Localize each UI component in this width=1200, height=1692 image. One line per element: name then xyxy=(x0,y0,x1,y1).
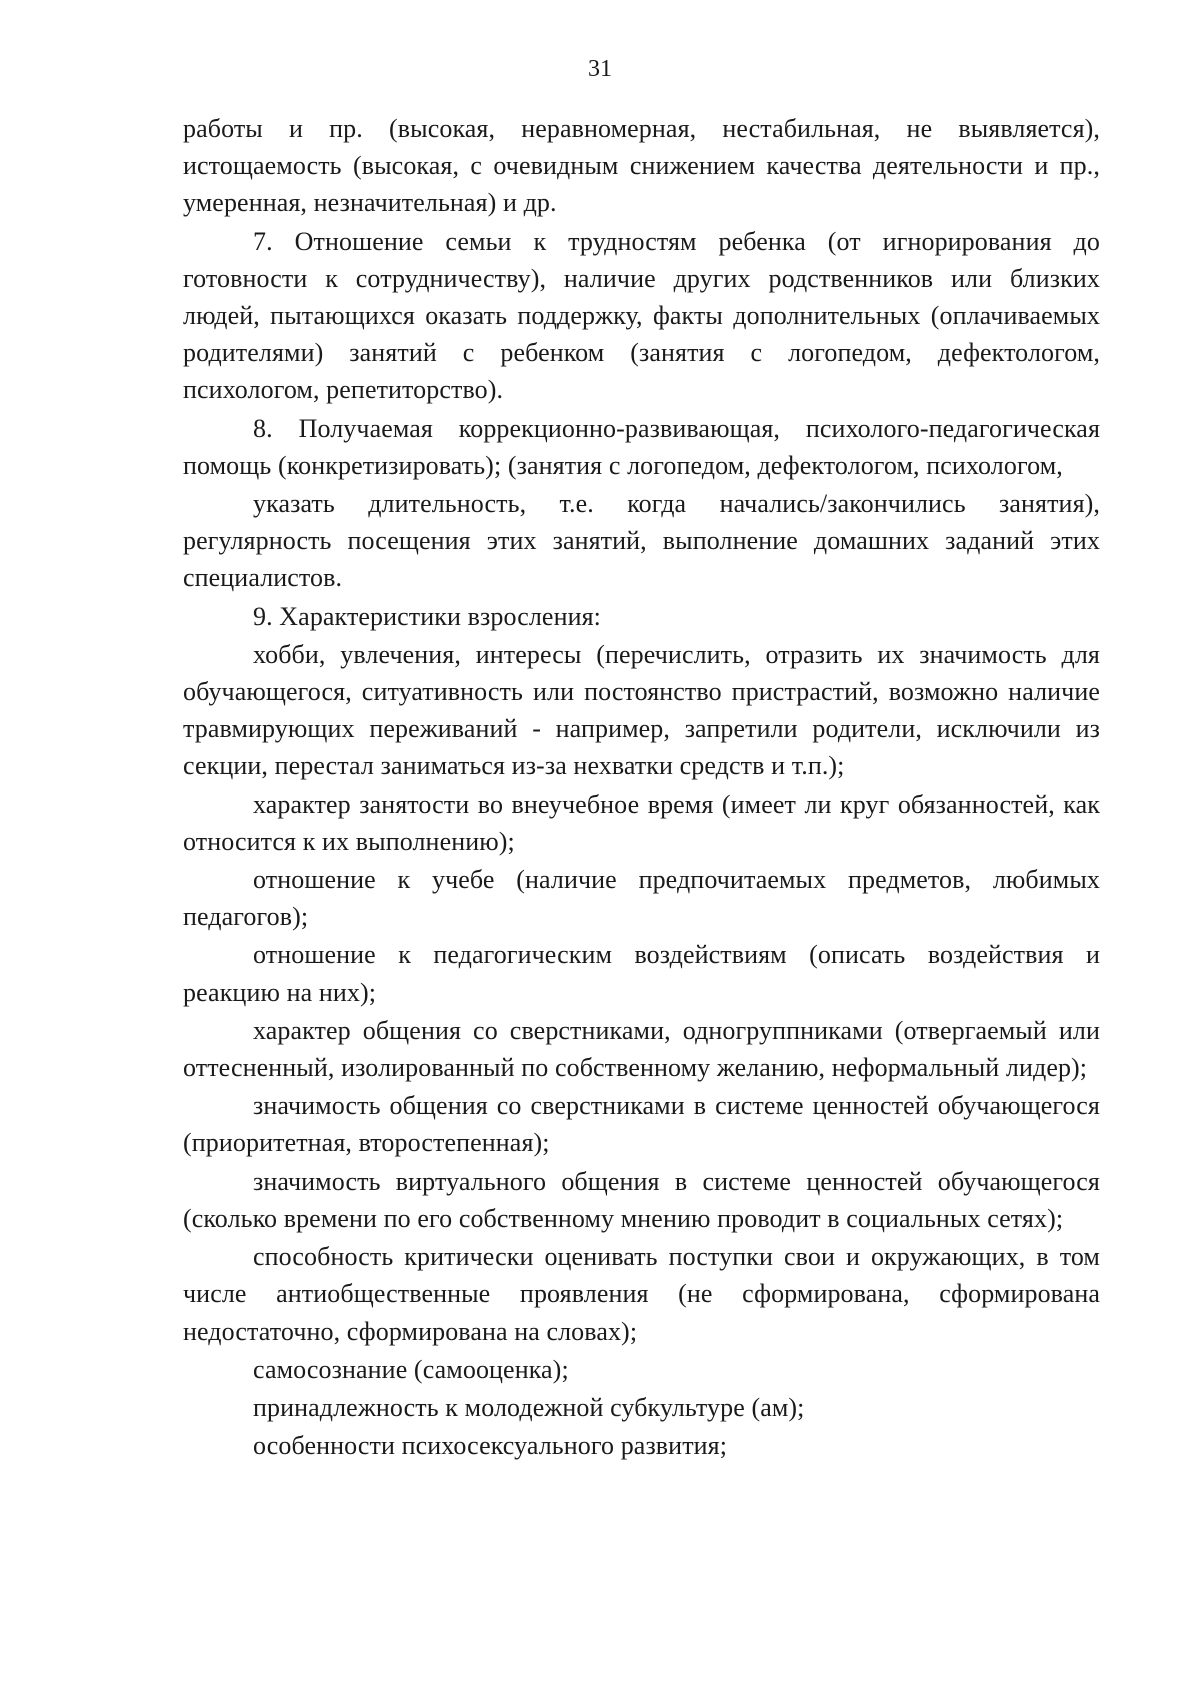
paragraph-subculture: принадлежность к молодежной субкультуре (ам); xyxy=(253,1392,805,1422)
paragraph-self-awareness: самосознание (самооценка); xyxy=(253,1354,569,1384)
paragraph-extracurricular: характер занятости во внеучебное время (имеет ли круг обязанностей, как относится к их выполнению); xyxy=(183,789,1100,856)
paragraph-maturity-heading: 9. Характеристики взросления: xyxy=(253,601,601,631)
paragraph-pedagogical-influence: отношение к педагогическим воздействиям (описать воздействия и реакцию на них); xyxy=(183,940,1100,1007)
paragraph-work-fatigue: работы и пр. (высокая, неравномерная, нестабильная, не выявляется), истощаемость (высокая, с очевидным снижением качества деятельности и пр., умеренная, незначительная) и др. xyxy=(183,114,1100,218)
paragraph-virtual-communication: значимость виртуального общения в системе ценностей обучающегося (сколько времени по его собственному мнению проводит в социальных сетях); xyxy=(183,1166,1100,1233)
paragraph-hobbies: хобби, увлечения, интересы (перечислить, отразить их значимость для обучающегося, ситуативность или постоянство пристрастий, возможно наличие травмирующих переживаний - например, запретили родители, исключили из секции, перестал заниматься из-за нехватки средств и т.п.); xyxy=(183,639,1100,781)
paragraph-critical-ability: способность критически оценивать поступки свои и окружающих, в том числе антиобщественные проявления (не сформирована, сформирована недостаточно, сформирована на словах); xyxy=(183,1242,1100,1346)
paragraph-peer-communication: характер общения со сверстниками, одногруппниками (отвергаемый или оттесненный, изолированный по собственному желанию, неформальный лидер); xyxy=(183,1015,1100,1083)
paragraph-psychosexual: особенности психосексуального развития; xyxy=(253,1431,728,1461)
paragraph-duration: указать длительность, т.е. когда начались/закончились занятия), регулярность посещения этих занятий, выполнение домашних заданий этих специалистов. xyxy=(183,489,1100,593)
paragraph-correctional-help: 8. Получаемая коррекционно-развивающая, психолого-педагогическая помощь (конкретизировать); (занятия с логопедом, дефектологом, психологом, xyxy=(183,413,1100,480)
paragraph-family-attitude: 7. Отношение семьи к трудностям ребенка (от игнорирования до готовности к сотрудничеству), наличие других родственников или близких людей, пытающихся оказать поддержку, факты дополнительных (оплачиваемых родителями) занятий с ребенком (занятия с логопедом, дефектологом, психологом, репетиторство). xyxy=(183,226,1100,405)
paragraph-study-attitude: отношение к учебе (наличие предпочитаемых предметов, любимых педагогов); xyxy=(183,865,1100,932)
page-number: 31 xyxy=(588,56,612,82)
body-text xyxy=(183,110,1100,1465)
paragraph-peer-significance: значимость общения со сверстниками в системе ценностей обучающегося (приоритетная, второстепенная); xyxy=(183,1091,1100,1158)
